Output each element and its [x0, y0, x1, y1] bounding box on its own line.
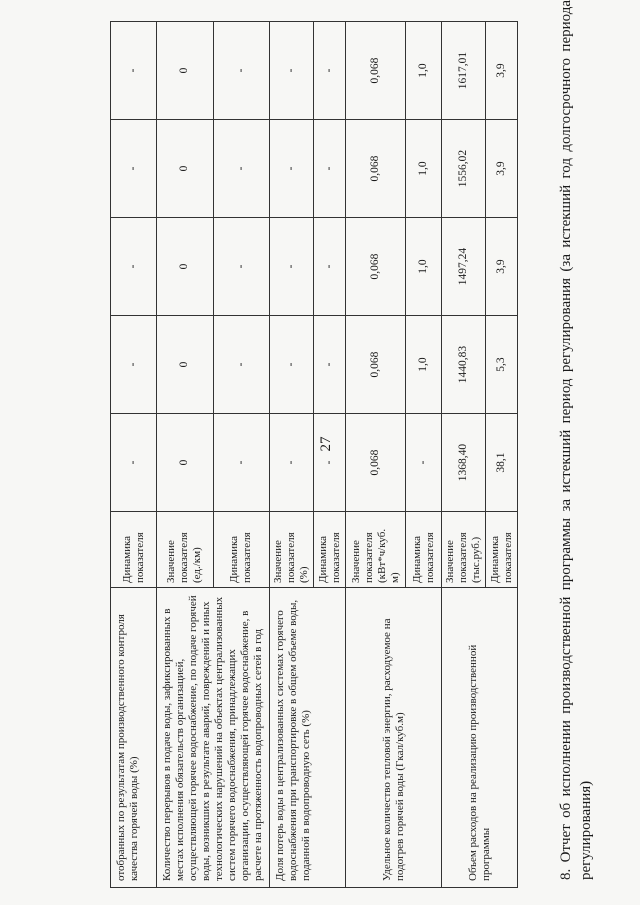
value-cell: -: [213, 316, 270, 414]
value-cell: 0,068: [346, 316, 406, 414]
parameter-label: Значение показателя (ед./км): [157, 512, 214, 588]
value-cell: 1617,01: [442, 22, 486, 120]
value-cell: 1497,24: [442, 218, 486, 316]
table-row: [157, 22, 214, 888]
parameter-label: Значение показателя (%): [270, 512, 314, 588]
value-cell: -: [213, 414, 270, 512]
value-cell: 3,9: [486, 22, 518, 120]
value-cell: -: [270, 414, 314, 512]
parameter-label: Динамика показателя: [406, 512, 442, 588]
value-cell: 1,0: [406, 22, 442, 120]
page-number: 27: [318, 436, 334, 452]
value-cell: -: [314, 414, 346, 512]
value-cell: -: [111, 414, 157, 512]
value-cell: -: [213, 22, 270, 120]
table-row: [111, 22, 157, 888]
indicator-name: Количество перерывов в подаче воды, зафиксированных в местах исполнения обязательств организацией, осуществляющей горячее водоснабжение, по подаче горячей воды, возникших в результате аварий, повреждений и иных технологических нарушений на объектах централизованных систем горячего водоснабжения, принадлежащих организации, осуществляющей горячее водоснабжение, в расчете на протяженность водопроводных сетей в год: [157, 588, 270, 888]
value-cell: -: [270, 120, 314, 218]
value-cell: 1368,40: [442, 414, 486, 512]
value-cell: 0: [157, 218, 214, 316]
value-cell: 1,0: [406, 218, 442, 316]
performance-table: [110, 21, 518, 888]
table-row: [346, 22, 406, 888]
value-cell: -: [213, 120, 270, 218]
value-cell: -: [314, 22, 346, 120]
value-cell: 1,0: [406, 120, 442, 218]
table-row: [270, 22, 314, 888]
value-cell: 0: [157, 316, 214, 414]
value-cell: 0: [157, 120, 214, 218]
value-cell: -: [270, 316, 314, 414]
value-cell: -: [111, 316, 157, 414]
value-cell: -: [314, 218, 346, 316]
indicator-name: Удельное количество тепловой энергии, расходуемое на подогрев горячей воды (Гкал/куб.м): [346, 588, 442, 888]
indicator-name: Доля потерь воды в централизованных системах горячего водоснабжения при транспортировке в общем объеме воды, поданной в водопроводную сеть (%): [270, 588, 346, 888]
value-cell: -: [111, 22, 157, 120]
value-cell: -: [111, 120, 157, 218]
parameter-label: Динамика показателя: [111, 512, 157, 588]
value-cell: 1556,02: [442, 120, 486, 218]
value-cell: -: [270, 22, 314, 120]
value-cell: 0,068: [346, 218, 406, 316]
table-row: [442, 22, 486, 888]
value-cell: 1440,83: [442, 316, 486, 414]
value-cell: 38,1: [486, 414, 518, 512]
rotated-table-wrapper: [110, 22, 550, 888]
value-cell: 0: [157, 414, 214, 512]
value-cell: 1,0: [406, 316, 442, 414]
value-cell: -: [406, 414, 442, 512]
value-cell: 0,068: [346, 120, 406, 218]
value-cell: 0,068: [346, 414, 406, 512]
indicator-name: отобранных по результатам производственного контроля качества горячей воды (%): [111, 588, 157, 888]
section-heading: 8. Отчет об исполнении производственной программы за истекший период регулирования (за истекший год долгосрочного периода регулирования): [558, 0, 594, 880]
value-cell: -: [314, 120, 346, 218]
parameter-label: Значение показателя (кВт*ч/куб. м): [346, 512, 406, 588]
parameter-label: Динамика показателя: [314, 512, 346, 588]
value-cell: 3,9: [486, 120, 518, 218]
value-cell: -: [111, 218, 157, 316]
value-cell: -: [213, 218, 270, 316]
parameter-label: Динамика показателя: [213, 512, 270, 588]
parameter-label: Динамика показателя: [486, 512, 518, 588]
value-cell: 3,9: [486, 218, 518, 316]
value-cell: 0,068: [346, 22, 406, 120]
value-cell: -: [314, 316, 346, 414]
indicator-name: Объем расходов на реализацию производственной программы: [442, 588, 518, 888]
value-cell: -: [270, 218, 314, 316]
value-cell: 0: [157, 22, 214, 120]
parameter-label: Значение показателя (тыс.руб.): [442, 512, 486, 588]
value-cell: 5,3: [486, 316, 518, 414]
